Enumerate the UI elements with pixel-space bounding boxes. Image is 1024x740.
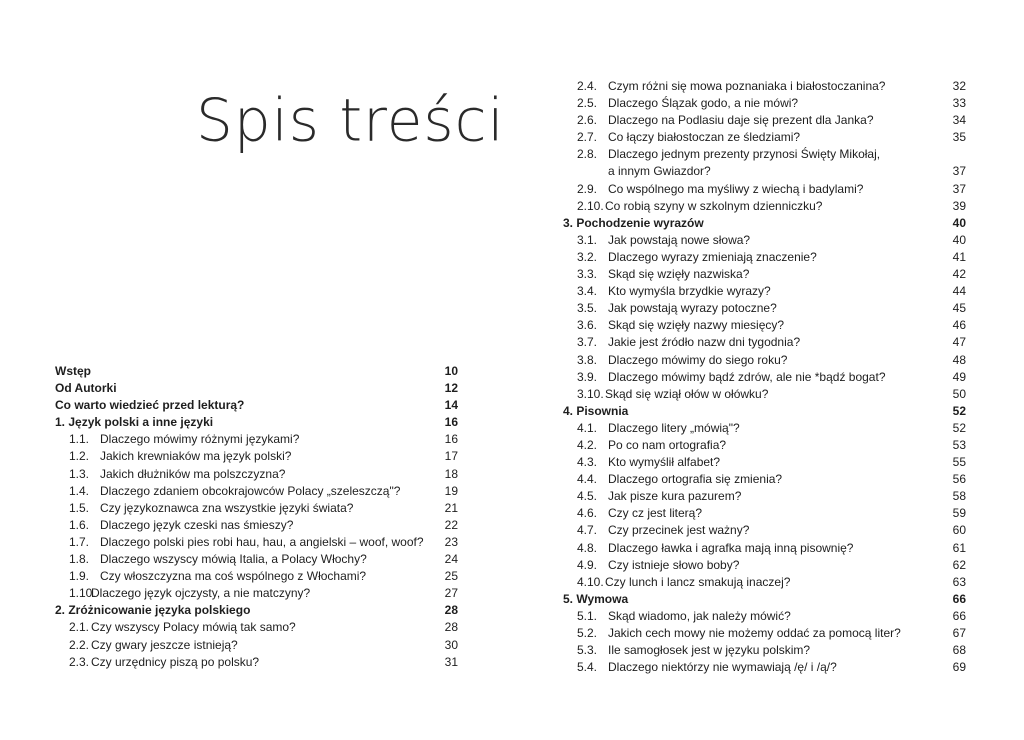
toc-entry-title: Dlaczego ortografia się zmienia? <box>608 472 783 487</box>
toc-entry-number: 4.7. <box>577 523 598 538</box>
toc-entry-page: 68 <box>952 643 966 658</box>
toc-entry-title: Kto wymyślił alfabet? <box>608 455 721 470</box>
toc-entry-title: Dlaczego wszyscy mówią Italia, a Polacy Włochy? <box>100 552 367 567</box>
toc-entry-title: a innym Gwiazdor? <box>608 164 711 179</box>
toc-entry[interactable] <box>563 403 966 420</box>
toc-entry[interactable] <box>563 471 966 488</box>
toc-entry-title: Od Autorki <box>55 381 117 396</box>
toc-entry-title: Dlaczego mówimy bądź zdrów, ale nie *bądź bogat? <box>608 369 886 384</box>
toc-entry-title: Co łączy białostoczan ze śledziami? <box>608 130 801 145</box>
toc-entry-page: 10 <box>444 364 458 378</box>
toc-entry[interactable] <box>563 659 966 676</box>
toc-entry-page: 19 <box>444 483 458 498</box>
toc-entry-page: 12 <box>444 381 458 396</box>
toc-entry-number: 4.8. <box>577 540 598 555</box>
toc-entry[interactable] <box>563 454 966 471</box>
toc-right-column <box>563 78 966 676</box>
toc-entry[interactable] <box>55 517 458 534</box>
toc-entry[interactable] <box>563 642 966 659</box>
toc-entry-number: 3.10. <box>577 386 604 401</box>
toc-entry-title: Co warto wiedzieć przed lekturą? <box>55 398 245 413</box>
toc-entry-number: 3.6. <box>577 318 598 333</box>
toc-entry-title: Dlaczego na Podlasiu daje się prezent dla Janka? <box>608 113 874 128</box>
toc-entry-page: 27 <box>444 586 458 601</box>
toc-entry[interactable] <box>563 505 966 522</box>
toc-entry-title: Dlaczego mówimy do siego roku? <box>608 352 788 367</box>
toc-entry-title: Skąd się wzięły nazwiska? <box>608 267 750 282</box>
toc-entry-page: 44 <box>952 284 966 299</box>
toc-entry[interactable] <box>55 380 458 397</box>
toc-entry[interactable] <box>55 534 458 551</box>
toc-entry-title: Dlaczego ławka i agrafka mają inną pisownię? <box>608 540 854 555</box>
toc-entry-title: Dlaczego Ślązak godo, a nie mówi? <box>608 96 799 111</box>
toc-entry[interactable] <box>55 483 458 500</box>
toc-entry-number: 1.6. <box>69 517 90 532</box>
toc-entry-page: 31 <box>444 654 458 669</box>
toc-entry-page: 46 <box>952 318 966 333</box>
toc-entry-number: 4.6. <box>577 506 598 521</box>
toc-entry-title: 2. Zróżnicowanie języka polskiego <box>55 603 251 618</box>
toc-entry[interactable] <box>563 557 966 574</box>
toc-entry-page: 17 <box>444 449 458 464</box>
toc-entry-title: Czy gwary jeszcze istnieją? <box>91 637 238 652</box>
toc-entry-page: 59 <box>952 506 966 521</box>
toc-entry[interactable] <box>563 386 966 403</box>
toc-entry-title: Co wspólnego ma myśliwy z wiechą i badylami? <box>608 181 864 196</box>
toc-entry-page: 16 <box>444 432 458 447</box>
toc-entry-page: 48 <box>952 352 966 367</box>
toc-entry-page: 50 <box>952 386 966 401</box>
toc-entry-number: 3.4. <box>577 284 598 299</box>
toc-entry-page: 52 <box>952 420 966 435</box>
toc-entry-page: 58 <box>952 489 966 504</box>
toc-entry-page: 30 <box>444 637 458 652</box>
toc-entry-number: 3.5. <box>577 301 598 316</box>
toc-entry-page: 62 <box>952 557 966 572</box>
toc-entry-page: 37 <box>952 164 966 179</box>
toc-entry[interactable] <box>563 249 966 266</box>
toc-entry-page: 49 <box>952 369 966 384</box>
toc-entry[interactable] <box>563 608 966 625</box>
toc-entry-number: 5.3. <box>577 643 598 658</box>
toc-entry-title: 1. Język polski a inne języki <box>55 415 214 430</box>
toc-entry[interactable] <box>563 540 966 557</box>
toc-entry-title: Skąd się wziął ołów w ołówku? <box>605 386 769 401</box>
toc-entry-page: 35 <box>952 130 966 145</box>
toc-entry-number: 4.10. <box>577 574 604 589</box>
toc-entry[interactable] <box>563 352 966 369</box>
toc-entry-number: 3.9. <box>577 369 598 384</box>
toc-entry-number: 5.2. <box>577 626 598 640</box>
toc-entry-page: 16 <box>444 415 458 430</box>
toc-entry-title: Dlaczego język czeski nas śmieszy? <box>100 517 294 532</box>
toc-entry-title: Czy przecinek jest ważny? <box>608 523 750 538</box>
toc-entry-page: 22 <box>444 517 458 532</box>
toc-entry-title: Czym różni się mowa poznaniaka i białostoczanina? <box>608 79 886 93</box>
toc-entry-number: 2.4. <box>577 79 598 93</box>
page-title: Spis treści <box>196 85 505 155</box>
toc-entry-number: 3.7. <box>577 335 598 350</box>
toc-entry-number: 3.3. <box>577 267 598 282</box>
toc-entry-number: 2.5. <box>577 96 598 111</box>
toc-entry-page: 40 <box>952 232 966 247</box>
toc-entry-title: Czy urzędnicy piszą po polsku? <box>91 654 260 669</box>
toc-entry-page: 41 <box>952 249 966 264</box>
toc-entry-page: 28 <box>444 603 458 618</box>
toc-entry[interactable] <box>563 146 966 163</box>
toc-entry-number: 1.5. <box>69 500 90 515</box>
toc-entry[interactable] <box>55 448 458 465</box>
toc-entry[interactable] <box>563 437 966 454</box>
toc-entry-title: Wstęp <box>55 364 91 378</box>
toc-entry[interactable] <box>563 317 966 334</box>
toc-entry-number: 2.2. <box>69 637 90 652</box>
toc-entry-number: 4.2. <box>577 437 598 452</box>
toc-entry[interactable] <box>563 163 966 180</box>
toc-entry-page: 23 <box>444 534 458 549</box>
toc-entry-page: 39 <box>952 198 966 213</box>
toc-entry[interactable] <box>55 585 458 602</box>
toc-entry-title: Dlaczego niektórzy nie wymawiają /ę/ i /ą/? <box>608 660 837 675</box>
toc-entry[interactable] <box>563 522 966 539</box>
toc-entry[interactable] <box>563 215 966 232</box>
toc-entry-title: Czy istnieje słowo boby? <box>608 557 740 572</box>
toc-entry-page: 18 <box>444 466 458 481</box>
toc-entry-title: Skąd się wzięły nazwy miesięcy? <box>608 318 785 333</box>
toc-entry-number: 1.2. <box>69 449 90 464</box>
toc-entry-number: 1.4. <box>69 483 90 498</box>
toc-entry-page: 66 <box>952 608 966 623</box>
toc-entry-title: Po co nam ortografia? <box>608 437 727 452</box>
toc-entry-title: Dlaczego jednym prezenty przynosi Święty Mikołaj, <box>608 147 881 162</box>
toc-entry-number: 1.10. <box>69 586 96 601</box>
toc-entry-page: 32 <box>952 79 966 93</box>
toc-entry-page: 25 <box>444 569 458 584</box>
toc-entry-number: 2.10. <box>577 198 604 213</box>
toc-entry-number: 3.2. <box>577 249 598 264</box>
toc-entry[interactable] <box>55 414 458 431</box>
toc-entry[interactable] <box>563 574 966 591</box>
toc-entry-number: 4.3. <box>577 455 598 470</box>
toc-entry-page: 37 <box>952 181 966 196</box>
toc-entry[interactable] <box>55 637 458 654</box>
toc-entry-page: 55 <box>952 455 966 470</box>
toc-entry-page: 33 <box>952 96 966 111</box>
toc-entry-title: Co robią szyny w szkolnym dzienniczku? <box>605 198 823 213</box>
toc-entry-title: Jakich krewniaków ma język polski? <box>100 449 292 464</box>
toc-entry-number: 2.8. <box>577 147 598 162</box>
toc-entry-number: 2.9. <box>577 181 598 196</box>
toc-entry[interactable] <box>55 466 458 483</box>
toc-entry[interactable] <box>55 619 458 636</box>
toc-entry[interactable] <box>563 266 966 283</box>
toc-entry-title: Czy lunch i lancz smakują inaczej? <box>605 574 791 589</box>
toc-entry-title: Jakie jest źródło nazw dni tygodnia? <box>608 335 801 350</box>
toc-entry[interactable] <box>563 300 966 317</box>
toc-entry-title: Jak powstają wyrazy potoczne? <box>608 301 777 316</box>
toc-entry-title: Czy włoszczyzna ma coś wspólnego z Włochami? <box>100 569 367 584</box>
toc-entry-page: 67 <box>952 626 966 640</box>
toc-entry-title: 5. Wymowa <box>563 591 629 606</box>
toc-entry[interactable] <box>55 551 458 568</box>
toc-entry[interactable] <box>563 78 966 95</box>
toc-entry[interactable] <box>563 591 966 608</box>
toc-entry-number: 5.1. <box>577 608 598 623</box>
toc-entry-number: 1.8. <box>69 552 90 567</box>
toc-entry-page: 21 <box>444 500 458 515</box>
toc-entry-title: Czy wszyscy Polacy mówią tak samo? <box>91 620 296 635</box>
toc-entry[interactable] <box>55 568 458 585</box>
toc-entry-page: 42 <box>952 267 966 282</box>
toc-entry-title: Dlaczego polski pies robi hau, hau, a angielski – woof, woof? <box>100 534 424 549</box>
toc-entry[interactable] <box>55 602 458 619</box>
toc-entry[interactable] <box>55 397 458 414</box>
toc-entry[interactable] <box>563 129 966 146</box>
toc-entry-title: Dlaczego litery „mówią"? <box>608 420 740 435</box>
toc-entry-number: 4.1. <box>577 420 598 435</box>
toc-entry[interactable] <box>563 112 966 129</box>
toc-entry[interactable] <box>563 283 966 300</box>
toc-entry-number: 3.1. <box>577 232 598 247</box>
toc-entry-title: Czy cz jest literą? <box>608 506 703 521</box>
toc-entry-title: Dlaczego język ojczysty, a nie matczyny? <box>91 586 311 601</box>
toc-entry-title: Jak pisze kura pazurem? <box>608 489 742 504</box>
toc-entry[interactable] <box>55 363 458 380</box>
toc-entry-page: 63 <box>952 574 966 589</box>
toc-entry-number: 5.4. <box>577 660 598 675</box>
toc-entry-number: 1.3. <box>69 466 90 481</box>
toc-entry[interactable] <box>563 334 966 351</box>
toc-entry-page: 61 <box>952 540 966 555</box>
toc-entry-page: 24 <box>444 552 458 567</box>
toc-entry[interactable] <box>55 500 458 517</box>
toc-entry-number: 1.1. <box>69 432 90 447</box>
toc-entry-page: 28 <box>444 620 458 635</box>
toc-left-column <box>55 363 458 671</box>
toc-entry-page: 40 <box>952 215 966 230</box>
toc-entry-title: Dlaczego mówimy różnymi językami? <box>100 432 300 447</box>
toc-entry[interactable] <box>563 420 966 437</box>
toc-entry-page: 60 <box>952 523 966 538</box>
toc-entry-title: Kto wymyśla brzydkie wyrazy? <box>608 284 771 299</box>
toc-entry-number: 4.9. <box>577 557 598 572</box>
toc-entry-title: Jak powstają nowe słowa? <box>608 232 751 247</box>
toc-entry-title: Ile samogłosek jest w języku polskim? <box>608 643 811 658</box>
toc-entry-number: 1.7. <box>69 534 90 549</box>
toc-entry-page: 66 <box>952 591 966 606</box>
toc-entry-title: Skąd wiadomo, jak należy mówić? <box>608 608 791 623</box>
toc-entry-title: Jakich dłużników ma polszczyzna? <box>100 466 286 481</box>
toc-entry-number: 2.6. <box>577 113 598 128</box>
toc-entry-page: 56 <box>952 472 966 487</box>
toc-entry-page: 45 <box>952 301 966 316</box>
toc-entry-title: 3. Pochodzenie wyrazów <box>563 215 704 230</box>
toc-entry-number: 2.7. <box>577 130 598 145</box>
toc-entry-page: 34 <box>952 113 966 128</box>
toc-entry-page: 52 <box>952 403 966 418</box>
toc-entry-title: Dlaczego wyrazy zmieniają znaczenie? <box>608 249 817 264</box>
toc-entry-page: 53 <box>952 437 966 452</box>
toc-entry[interactable] <box>563 369 966 386</box>
toc-entry-title: Jakich cech mowy nie możemy oddać za pomocą liter? <box>608 626 901 640</box>
toc-entry-page: 47 <box>952 335 966 350</box>
toc-entry[interactable] <box>563 625 966 642</box>
toc-entry-title: Dlaczego zdaniem obcokrajowców Polacy „szeleszczą"? <box>100 483 401 498</box>
toc-entry[interactable] <box>563 198 966 215</box>
toc-entry-number: 2.1. <box>69 620 90 635</box>
toc-entry[interactable] <box>563 488 966 505</box>
toc-entry-number: 4.5. <box>577 489 598 504</box>
toc-entry-number: 2.3. <box>69 654 90 669</box>
toc-entry-number: 4.4. <box>577 472 598 487</box>
toc-entry[interactable] <box>563 95 966 112</box>
toc-entry-page: 14 <box>444 398 458 413</box>
toc-entry-title: Czy językoznawca zna wszystkie języki świata? <box>100 500 354 515</box>
toc-entry-number: 3.8. <box>577 352 598 367</box>
toc-entry[interactable] <box>563 232 966 249</box>
toc-entry[interactable] <box>563 181 966 198</box>
toc-entry[interactable] <box>55 431 458 448</box>
toc-entry-number: 1.9. <box>69 569 90 584</box>
toc-entry-page: 69 <box>952 660 966 675</box>
toc-entry[interactable] <box>55 654 458 671</box>
toc-entry-title: 4. Pisownia <box>563 403 629 418</box>
